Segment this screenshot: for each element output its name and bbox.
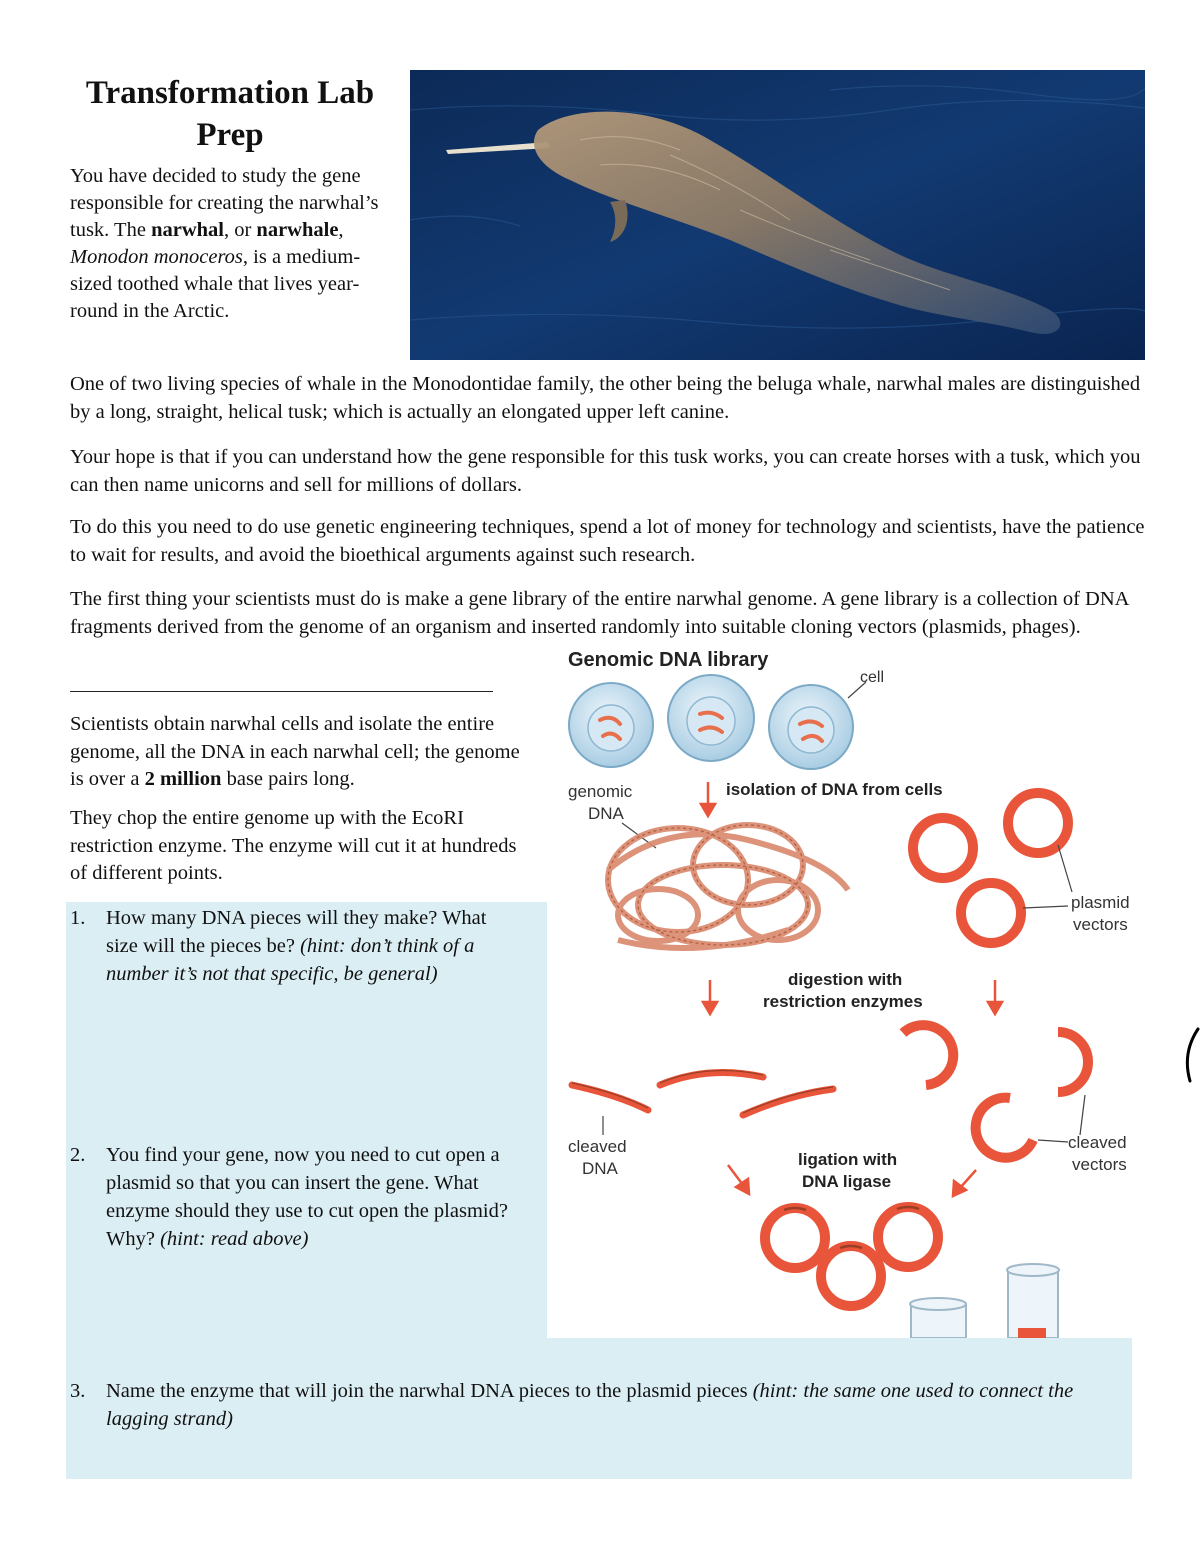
question-3 [70,1377,1110,1433]
question-1-number: 1. [70,907,86,929]
label-genomic: genomic [568,782,633,801]
intro-scientific-name: Monodon monoceros [70,246,243,268]
label-cleaved-dna-1: cleaved [568,1137,627,1156]
question-2 [70,1141,530,1253]
arrow-ligation-right [953,1170,976,1196]
paragraph-unicorns: Your hope is that if you can understand how the gene responsible for this tusk works, you can create horses with a tusk, which you can then name unicorns and sell for millions of dollars. [70,446,1141,496]
arrow-digestion-right [988,980,1002,1014]
label-cleaved-dna-2: DNA [582,1159,618,1178]
label-ligation-1: ligation with [798,1150,898,1169]
paragraph-scientists [70,711,530,794]
paragraph-genetic-engineering: To do this you need to do use genetic engineering techniques, spend a lot of money for technology and scientists, have the patience to wait for results, and avoid the bioethical arguments against such research. [70,516,1145,566]
intro-bold-narwhale: narwhale [256,219,339,241]
intro-text-3: , [338,219,344,241]
label-isolation: isolation of DNA from cells [726,780,943,799]
question-3-hint: (hint: the same one used to connect the lagging strand) [106,1380,1074,1430]
label-cleaved-vectors-1: cleaved [1068,1133,1127,1152]
tube-sample [1018,1328,1046,1338]
recombinant-plasmids [765,1207,938,1306]
label-cell: cell [860,669,885,686]
question-3-text: Name the enzyme that will join the narwhal DNA pieces to the plasmid pieces [106,1380,753,1402]
genomic-dna-tangle [608,825,848,948]
narwhal-photo [410,70,1145,360]
label-plasmid-vectors: vectors [1073,915,1128,934]
intro-text-4: , is a medium-sized toothed whale that lives year-round in the Arctic. [70,246,361,322]
intro-text-1: You have decided to study the gene responsible for creating the narwhal’s tusk. The [70,165,379,241]
page-title: Transformation Lab Prep [85,75,375,153]
intro-paragraph [70,163,390,325]
plasmids [913,793,1068,943]
question-1 [70,904,510,988]
paragraph-gene-library: The first thing your scientists must do is make a gene library of the entire narwhal genome. A gene library is a collection of DNA fragments derived from the genome of an organism and inserted randomly into suitable cloning vectors (plasmids, phages). [70,588,1129,638]
diagram-title: Genomic DNA library [568,649,769,671]
answer-rule [70,691,493,692]
arrow-isolation [701,782,715,816]
test-tubes [910,1264,1059,1338]
question-2-text: You find your gene, now you need to cut open a plasmid so that you can insert the gene. What enzyme should they use to cut open the plasmid? Why? [106,1144,508,1250]
label-genomic-dna: DNA [588,804,624,823]
arrow-ligation-left [728,1165,749,1194]
intro-text-2: , or [223,219,257,241]
genomic-dna-library-diagram [548,640,1148,1338]
label-cleaved-vectors-2: vectors [1072,1155,1127,1174]
arrow-digestion-left [703,980,717,1014]
question-2-hint: (hint: read above) [160,1228,309,1250]
label-digestion-2: restriction enzymes [763,992,923,1011]
label-plasmid: plasmid [1071,893,1130,912]
intro-bold-narwhal: narwhal [151,219,224,241]
scientists-text-2: base pairs long. [221,768,355,790]
label-ligation-2: DNA ligase [802,1172,892,1191]
scientists-text-1: Scientists obtain narwhal cells and isolate the entire genome, all the DNA in each narwhal cell; the genome is over a [70,713,520,790]
scientists-bold-2-million: 2 million [144,768,222,790]
paragraph-monodontidae: One of two living species of whale in the Monodontidae family, the other being the beluga whale, narwhal males are distinguished by a long, straight, helical tusk; which is actually an elongated upper left canine. [70,373,1141,423]
edge-parenthesis-mark [1180,1025,1200,1085]
cleaved-vectors [903,1025,1088,1158]
label-digestion-1: digestion with [788,970,903,989]
paragraph-ecori: They chop the entire genome up with the EcoRI restriction enzyme. The enzyme will cut it at hundreds of different points. [70,807,517,884]
question-2-number: 2. [70,1144,86,1166]
question-1-hint: (hint: don’t think of a number it’s not that specific, be general) [106,935,475,985]
question-1-text: How many DNA pieces will they make? What size will the pieces be? [106,907,487,957]
question-3-number: 3. [70,1380,86,1402]
